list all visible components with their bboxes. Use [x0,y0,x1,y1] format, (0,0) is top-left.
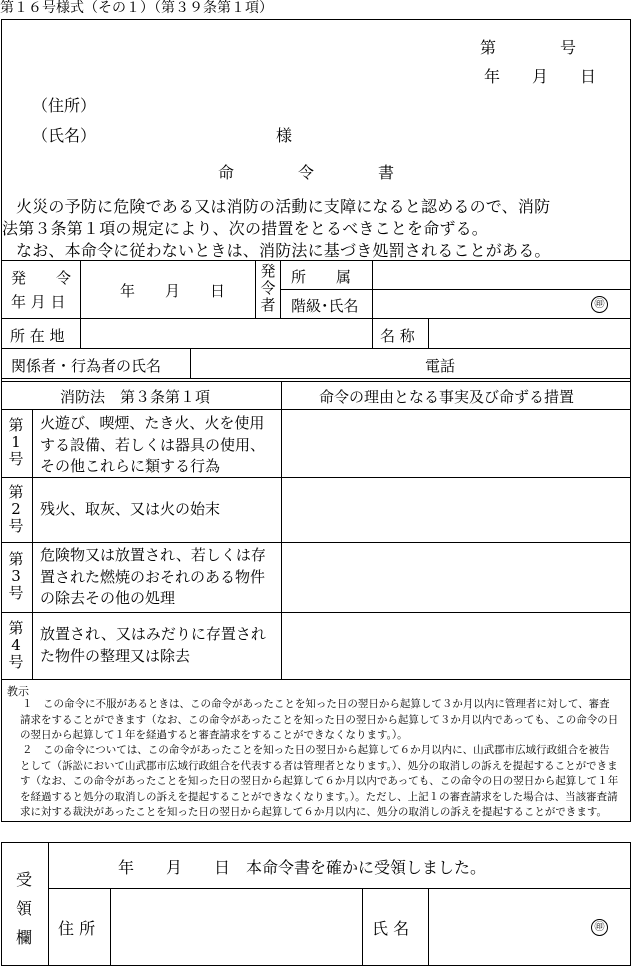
phone-label: 電話 [425,357,456,375]
table-header-measures: 命令の理由となる事実及び命ずる措置 [319,388,575,406]
notice-label: 教示 [7,685,29,698]
row-text: 放置され、又はみだりに存置された物件の整理又は除去 [40,625,266,665]
location-address-label: 所 在 地 [10,327,65,345]
receipt-address-label: 住 所 [58,919,96,938]
order-date-label: 年 月 日 [484,67,597,86]
divider [1,348,631,349]
divider [1,679,631,680]
divider [280,260,281,318]
divider [110,888,111,966]
issue-date-label-2: 年 月 日 [11,293,66,311]
row-number: 第4号 [8,619,24,671]
row-text: 残火、取灰、又は火の始末 [40,500,221,518]
notice-item-2: ２ この命令については、この命令があったことを知った日の翌日から起算して６か月以内に、山武郡市広域行政組合を被告として（訴訟において山武郡市広域行政組合を代表する者は管理者となります。）、処分の取消しの訴えを提起することができます（なお、この命令があったことを知った日の翌日から起算して６か月以内であっても、この命令の日の翌日から起算して１年を経過すると処分の取消しの訴えを提起することができなくなります。）。ただし、上記１の審査請求をした場合は、当該審査請求に対する裁決があったことを知った日の翌日から起算して６か月以内に、処分の取消しの訴えを提起することができます。 [20,744,619,819]
recipient-address-label: （住所） [32,96,97,115]
body-line-3: なお、本命令に従わないときは、消防法に基づき処罰されることがある。 [16,241,551,260]
divider [428,318,429,348]
row-number: 第1号 [8,416,24,468]
location-name-label: 名 称 [380,327,415,345]
person-label: 関係者・行為者の氏名 [11,357,162,375]
table-header-law: 消防法 第３条第１項 [60,388,211,406]
receipt-confirm-text: 年 月 日 本命令書を確かに受領しました。 [118,858,487,877]
rank-name-label: 階級･氏名 [291,297,359,315]
divider [1,378,631,379]
form-id: 第１６号様式（その１）（第３９条第１項） [0,0,273,16]
divider [1,260,631,261]
divider [80,260,81,318]
divider [1,542,631,543]
divider [372,260,373,318]
receipt-seal-mark: ㊞ [591,919,608,936]
row-text: 危険物又は放置され、若しくは存置された燃焼のおそれのある物件の除去その他の処理 [40,546,266,607]
affiliation-label: 所 属 [291,268,352,286]
notice-item-1: １ この命令に不服があるときは、この命令があったことを知った日の翌日から起算して３か月以内に管理者に対して、審査請求をすることができます（なお、この命令があったことを知った日の翌日から起算して３か月以内であっても、この命令の日の翌日から起算して１年を経過すると審査請求をすることができなくなります。）。 [20,698,619,742]
recipient-name-label: （氏名） [32,126,97,145]
divider [32,409,33,679]
issuer-label: 発令者 [260,262,276,314]
document-title: 命 令 書 [218,163,395,182]
receipt-name-label: 氏 名 [372,919,410,938]
divider [281,289,631,290]
seal-mark: ㊞ [591,296,608,313]
body-line-2: 法第３条第１項の規定により、次の措置をとるべきことを命ずる。 [2,219,489,238]
divider [372,318,373,348]
divider [1,409,631,410]
divider [48,842,49,966]
divider [255,260,256,318]
order-number-label: 第 号 [480,38,577,57]
honorific: 様 [276,126,293,145]
issue-date-label-1: 発 令 [11,269,72,287]
divider [281,381,282,679]
row-number: 第3号 [8,550,24,602]
divider [1,318,631,319]
issue-date-value: 年 月 日 [120,282,226,300]
divider [1,381,631,382]
receipt-label: 受領欄 [15,870,32,947]
divider [190,348,191,378]
divider [362,888,363,966]
divider [48,888,631,889]
row-text: 火遊び、喫煙、たき火、火を使用する設備、若しくは器具の使用、その他これらに類する行為 [40,414,266,475]
divider [428,888,429,966]
divider [1,612,631,613]
divider [80,318,81,348]
row-number: 第2号 [8,483,24,535]
body-line-1: 火災の予防に危険である又は消防の活動に支障になると認めるので、消防 [16,197,551,216]
